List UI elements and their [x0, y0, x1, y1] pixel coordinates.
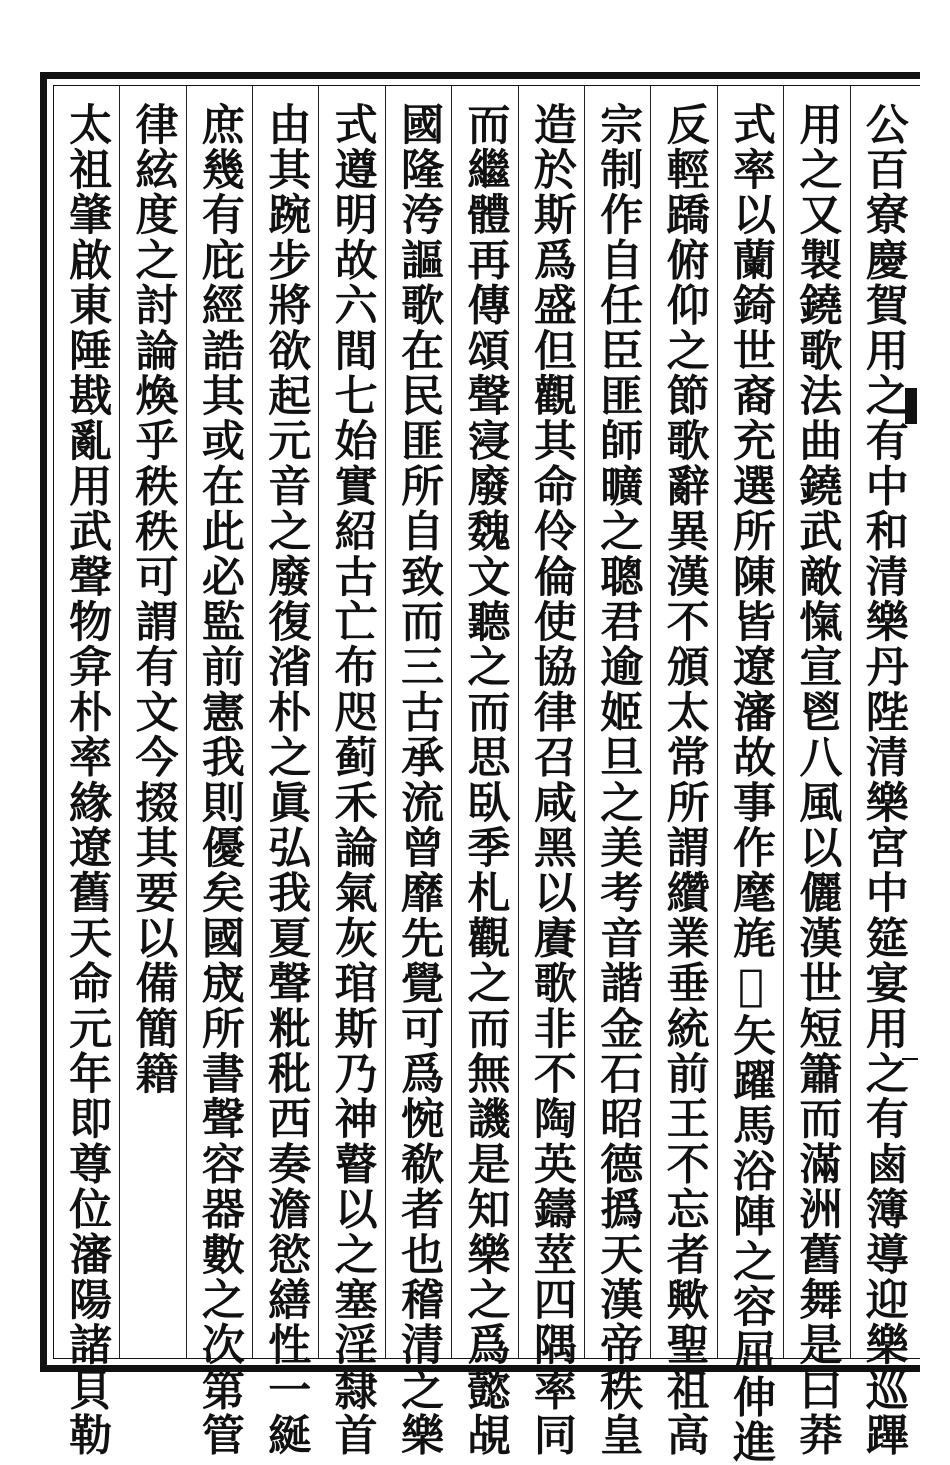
column-text: 國隆洿謳歌在民匪所自致而三古承流曾靡先覺可爲惋欷者也稽清之樂: [394, 102, 445, 1458]
column-text: 太祖肇啟東陲戡亂用武聲物弇朴率緣遼舊天命元年即尊位瀋陽諸貝勒: [62, 102, 113, 1458]
text-column-6: [518, 86, 584, 1458]
text-column-13: [54, 86, 119, 1458]
column-text: 反輕蹻俯仰之節歌辭異漢不頒太常所謂纘業垂統前王不忘者歟聖祖高: [659, 102, 710, 1458]
text-column-8: [385, 86, 451, 1458]
column-text: 律絃度之討論煥乎秩秩可謂有文今掇其要以備簡籍: [128, 102, 179, 1097]
text-columns: [54, 86, 916, 1465]
column-text: 庶幾有庇經誥其或在此必監前憲我則優矣國宬所書聲容器數之次第管: [194, 102, 245, 1458]
column-text: 公百寮慶賀用之有中和清樂丹陛清樂宮中筵宴用之有鹵簿導迎樂巡蹕: [858, 102, 909, 1458]
text-column-10: [252, 86, 318, 1458]
text-column-5: [584, 86, 650, 1458]
column-text: 宗制作自任臣匪師曠之聰君逾姬旦之美考音諧金石昭德撝天漢帝秩皇: [593, 102, 644, 1458]
text-column-9: [318, 86, 384, 1458]
text-column-4: [650, 86, 716, 1458]
column-text: 式率以蘭錡世裔充選所陳皆遼瀋故事作麾旄𢏛矢躍馬浴陣之容屈伸進: [726, 102, 777, 1465]
text-column-1: [850, 86, 916, 1458]
column-text: 由其踠步將欲起元音之廢復渻朴之眞弘我夏聲粃秕西奏澹慾繕性一綖: [261, 102, 312, 1458]
column-text: 用之又製鐃歌法曲鐃武敵愾宣鬯八風以儷漢世短簫而滿洲舊舞是曰莽: [792, 102, 843, 1458]
text-column-11: [186, 86, 252, 1458]
text-column-7: [451, 86, 517, 1458]
text-column-3: [717, 86, 783, 1465]
column-text: 式遵明故六間七始實紹古亡布咫蓟禾論氣灰琯斯乃神瞽以之塞淫隸首: [327, 102, 378, 1458]
text-column-2: [783, 86, 849, 1458]
text-column-12: [119, 86, 185, 1358]
column-text: 而繼體再傳頌聲寖廢魏文聽之而思臥季札觀之而無譏是知樂之爲懿覘: [460, 102, 511, 1458]
column-text: 造於斯爲盛但觀其命伶倫使協律召咸黑以賡歌非不陶英鑄莖四隅率同: [526, 102, 577, 1458]
